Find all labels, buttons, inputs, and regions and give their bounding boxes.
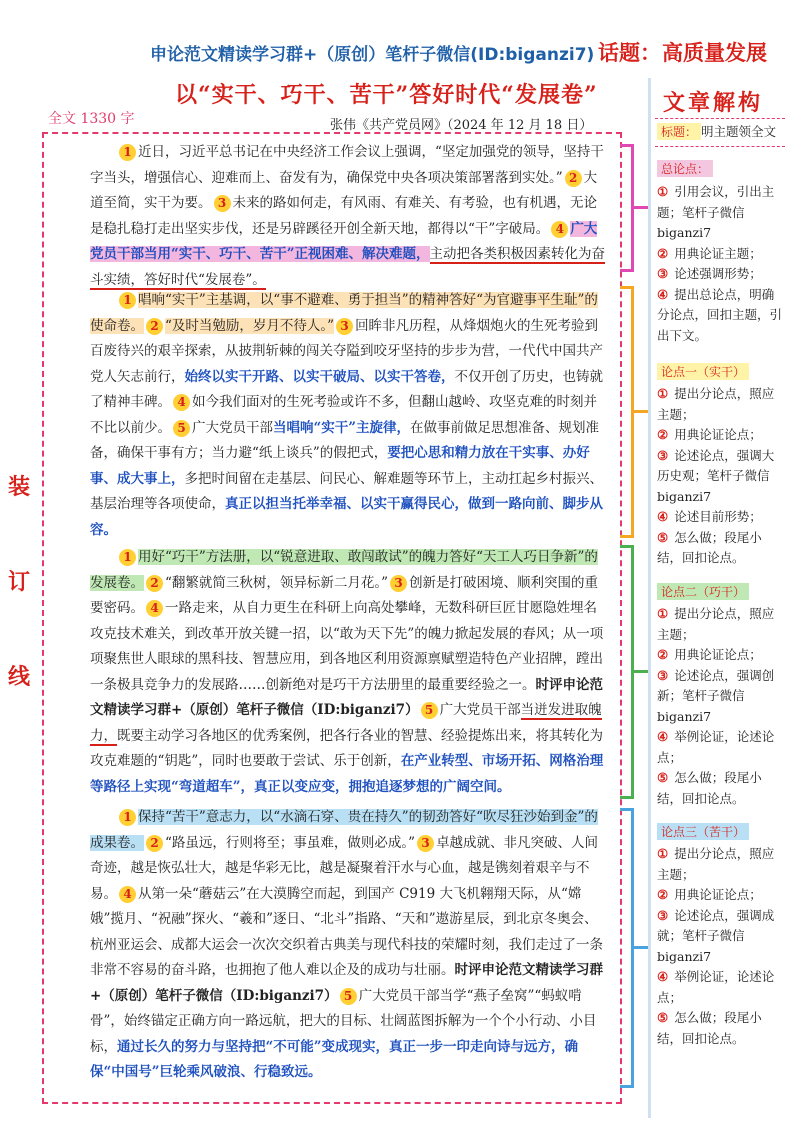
item-text: 用典论证论点； [674, 427, 762, 442]
page-header [0, 0, 800, 65]
item-number: ① [657, 606, 669, 621]
emphasis: 真正以担当托举幸福、以实干赢得民心，做到一路向前、脚步从容。 [90, 496, 603, 538]
list-item [657, 507, 785, 528]
list-item [657, 885, 785, 906]
sentence-number: 1 [119, 809, 136, 826]
list-item [657, 244, 785, 265]
emphasis: 当迸发进取魄力， [90, 702, 602, 744]
binding-char-3: 线 [8, 665, 31, 690]
sentence: 从第一朵“蘑菇云”在大漠腾空而起，到国产 C919 大飞机翱翔天际，从“嫦娥”揽月、“祝融”探火、“羲和”逐日、“北斗”指路、“天和”遨游星辰，到北京冬奥会、杭州亚运会、成都大运会一次次交织着古典美与现代科技的荣耀时刻，我们走过了一条非常不容易的奋斗路，也拥抱了他人难以企及的成功与壮丽。 [90, 885, 603, 978]
point-sentence: 保持“苦干”意志力，以“水滴石穿、贵在持久”的韧劲答好“吹尽狂沙始到金”的成果卷。 [90, 809, 598, 851]
sentence-number: 3 [336, 318, 353, 335]
bracket-point-1 [620, 286, 634, 538]
item-text: 怎么做；段尾小结，回扣论点。 [657, 1010, 762, 1046]
sentence-number: 4 [119, 886, 136, 903]
sentence-number: 5 [173, 420, 190, 437]
point1-list [657, 384, 785, 569]
divider [655, 118, 785, 119]
item-number: ④ [657, 509, 669, 524]
item-number: ③ [657, 447, 669, 463]
item-number: ③ [657, 266, 669, 281]
point2-list [657, 604, 785, 809]
intro-tag: 标题： [657, 123, 701, 140]
item-text: 怎么做；段尾小结，回扣论点。 [657, 529, 762, 565]
list-item [657, 285, 785, 347]
thesis-highlight: 广大党员干部当用“实干、巧干、苦干”正视困难、解决难题， [90, 220, 598, 262]
point3-tag: 论点三（苦干） [657, 823, 749, 840]
sentence-number: 2 [146, 575, 163, 592]
general-head [657, 160, 713, 177]
sidebar-title: 文章解构 [663, 91, 764, 116]
topic-label: 话题： [598, 41, 661, 65]
point2-head [657, 583, 749, 600]
item-text: 引用会议，引出主题；笔杆子微信 biganzi7 [657, 184, 775, 240]
analysis-sidebar [648, 78, 787, 1118]
paragraph-point-2 [90, 545, 610, 800]
list-item [657, 906, 785, 968]
item-text: 用典论证论点； [674, 887, 762, 902]
point1-tag: 论点一（实干） [657, 363, 749, 380]
item-text: 论述目前形势； [674, 509, 762, 524]
binding-char-2: 订 [8, 570, 31, 595]
item-number: ② [657, 647, 669, 662]
emphasis: 当唱响“实干”主旋律， [273, 419, 411, 436]
sentence-number: 2 [565, 170, 582, 187]
sentence: 广大党员干部 [439, 702, 521, 718]
sentence: 广大党员干部 [192, 419, 273, 436]
paragraph-point-3 [90, 805, 610, 1086]
sentence: 不仅开创了历史，也铸就了精神丰碑。 [90, 368, 603, 410]
list-item [657, 446, 785, 508]
item-text: 论述论点，强调创新；笔杆子微信 biganzi7 [657, 667, 775, 724]
item-text: 怎么做；段尾小结，回扣论点。 [657, 770, 762, 806]
sentence-number: 1 [119, 292, 136, 309]
bracket-intro [620, 144, 634, 272]
binding-char-1: 装 [8, 475, 31, 500]
item-number: ① [657, 386, 669, 401]
list-item [657, 645, 785, 666]
sentence: 始终锚定正确方向一路远航，把大的目标、壮阔蓝图拆解为一个个小行动、小目标， [90, 1013, 597, 1055]
point3-head [657, 823, 749, 840]
sentence: 回眸非凡历程，从烽烟炮火的生死考验到百废待兴的艰辛探索，从披荆斩棘的闯关夺隘到咬牙坚持的步步为营，一代代中国共产党人矢志前行， [90, 317, 603, 385]
item-text: 提出分论点，照应主题； [657, 846, 775, 882]
emphasis: 通过长久的努力与坚持把“不可能”变成现实，真正一步一印走向诗与远方，确保“中国号”巨轮乘风破浪、行稳致远。 [90, 1038, 579, 1080]
quote: “及时当勉励，岁月不待人。” [165, 317, 335, 334]
list-item [657, 666, 785, 728]
item-number: ⑤ [657, 1010, 669, 1025]
article-title: 以“实干、巧干、苦干”答好时代“发展卷” [175, 82, 598, 108]
quote: “翻繁就简三秋树，领异标新二月花。” [165, 574, 389, 591]
sentence-number: 5 [421, 702, 438, 719]
item-text: 用典论证论点； [674, 647, 762, 662]
word-count: 全文 1330 字 [48, 111, 135, 127]
list-item [657, 182, 785, 244]
sentence-number: 4 [551, 221, 568, 238]
point3-list [657, 844, 785, 1049]
sentence-number: 2 [146, 835, 163, 852]
item-number: ① [657, 846, 669, 861]
item-number: ② [657, 427, 669, 442]
item-number: ④ [657, 286, 669, 302]
item-text: 论述强调形势； [674, 266, 762, 281]
intro-text: 明主题领全文 [701, 124, 777, 139]
watermark-ad: 时评申论范文精读学习群+（原创）笔杆子微信（ID:biganzi7） [90, 676, 603, 718]
item-number: ④ [657, 969, 669, 984]
intro-row [657, 122, 776, 140]
emphasis: 始终以实干开路、以实干破局、以实干答卷， [184, 368, 455, 385]
sentence: 一路走来，从自力更生在科研上向高处攀峰，无数科研巨匠甘愿隐姓埋名攻克技术难关，到改革开放关键一招，以“敢为天下先”的魄力掀起发展的春风；从一项项聚焦世人眼球的黑科技、智慧应用，到各地区利用资源禀赋塑造特色产业招牌，蹚出一条极具竞争力的发展路……创新绝对是巧干方法册里的最重要经验之一。 [90, 600, 604, 693]
sentence: 多把时间留在走基层、问民心、解难题等环节上，主动扛起乡村振兴、基层治理等各项使命， [90, 470, 603, 512]
item-text: 举例论证，论述论点； [657, 729, 775, 765]
emphasis: 在产业转型、市场开拓、网格治理等路径上实现“弯道超车”，真正以变应变，拥抱追逐梦想的广阔空间。 [90, 753, 604, 795]
sentence: 既要主动学习各地区的优秀案例，把各行各业的智慧、经验提炼出来，将其转化为攻克难题的“钥匙”，同时也要敢于尝试、乐于创新， [90, 727, 603, 769]
list-item [657, 844, 785, 885]
list-item [657, 604, 785, 645]
point-sentence: 唱响“实干”主基调，以“事不避难、勇于担当”的精神答好“为官避事平生耻”的使命卷。 [90, 292, 598, 334]
emphasis: 要把心思和精力放在干实事、办好事、成大事上， [90, 445, 590, 487]
item-number: ③ [657, 667, 669, 683]
sentence-number: 2 [146, 318, 163, 335]
sentence: 在做事前做足思想准备、规划准备，确保干事有方；当力避“纸上谈兵”的假把式， [90, 419, 600, 461]
sentence: 创新是打破困境、顺利突围的重要密码。 [90, 574, 599, 616]
item-text: 提出分论点，照应主题； [657, 386, 775, 422]
item-text: 提出总论点，明确分论点，回扣主题，引出下文。 [657, 286, 783, 343]
point-sentence: 用好“巧干”方法册，以“锐意进取、敢闯敢试”的魄力答好“天工人巧日争新”的发展卷。 [90, 549, 598, 591]
item-text: 提出分论点，照应主题； [657, 606, 775, 642]
list-item [657, 528, 785, 569]
point1-head [657, 363, 749, 380]
bracket-point-3 [620, 808, 634, 1088]
list-item [657, 264, 785, 285]
watermark-ad: 时评申论范文精读学习群+（原创）笔杆子微信（ID:biganzi7） [90, 962, 603, 1004]
sentence-number: 4 [173, 394, 190, 411]
brand-line: 申论范文精读学习群+（原创）笔杆子微信(ID:biganzi7) [150, 45, 595, 65]
topic-value: 高质量发展 [662, 41, 767, 65]
general-list [657, 182, 785, 346]
item-number: ④ [657, 729, 669, 744]
item-number: ⑤ [657, 770, 669, 785]
sentence-number: 3 [214, 195, 231, 212]
sentence: 广大党员干部当学“燕子垒窝”“蚂蚁啃骨”， [90, 987, 582, 1029]
item-text: 用典论证主题； [674, 245, 762, 261]
list-item [657, 425, 785, 446]
sentence-number: 5 [340, 988, 357, 1005]
point2-tag: 论点二（巧干） [657, 583, 749, 600]
general-tag: 总论点： [657, 160, 713, 177]
item-number: ③ [657, 907, 669, 923]
sentence: 如今我们面对的生死考验或许不多，但翻山越岭、攻坚克难的时刻并不比以前少。 [90, 394, 597, 436]
list-item [657, 727, 785, 768]
divider [655, 146, 785, 147]
quote: “路虽远，行则将至；事虽难，做则必成。” [165, 834, 416, 851]
item-number: ① [657, 184, 669, 199]
sentence: 卓越成就、非凡突破、人间奇迹，越是恢弘壮大，越是华彩无比，越是凝聚着汗水与心血，越是镌刻着艰辛与不易。 [90, 834, 599, 902]
paragraph-point-1 [90, 288, 610, 543]
item-number: ② [657, 887, 669, 902]
list-item [657, 967, 785, 1008]
item-number: ② [657, 245, 669, 261]
item-text: 论述论点，强调成就；笔杆子微信 biganzi7 [657, 907, 775, 964]
sentence: 未来的路如何走，有风雨、有难关、有考验，也有机遇，无论是稳扎稳打走出坚实步伐，还是另辟蹊径开创全新天地，都得以“干”字破局。 [90, 195, 597, 237]
sentence: 近日，习近平总书记在中央经济工作会议上强调，“坚定加强党的领导，坚持干字当头，增强信心、迎难而上、奋发有为，确保党中央各项决策部署落到实处。” [90, 144, 604, 186]
bracket-point-2 [620, 545, 634, 799]
sentence-number: 1 [119, 549, 136, 566]
item-number: ⑤ [657, 529, 669, 545]
article-source: 张伟《共产党员网》（2024 年 12 月 18 日） [330, 118, 593, 133]
list-item [657, 768, 785, 809]
sentence: 主动把各类积极因素转化为奋斗实绩，答好时代“发展卷”。 [90, 246, 606, 288]
list-item [657, 384, 785, 425]
paragraph-intro [90, 140, 610, 293]
item-text: 举例论证，论述论点； [657, 969, 775, 1005]
sentence-number: 4 [146, 600, 163, 617]
sentence-number: 3 [390, 575, 407, 592]
item-text: 论述论点，强调大历史观；笔杆子微信 biganzi7 [657, 447, 775, 504]
sentence-number: 1 [119, 144, 136, 161]
sentence-number: 3 [417, 835, 434, 852]
sentence: 大道至简，实干为要。 [90, 169, 598, 211]
list-item [657, 1008, 785, 1049]
